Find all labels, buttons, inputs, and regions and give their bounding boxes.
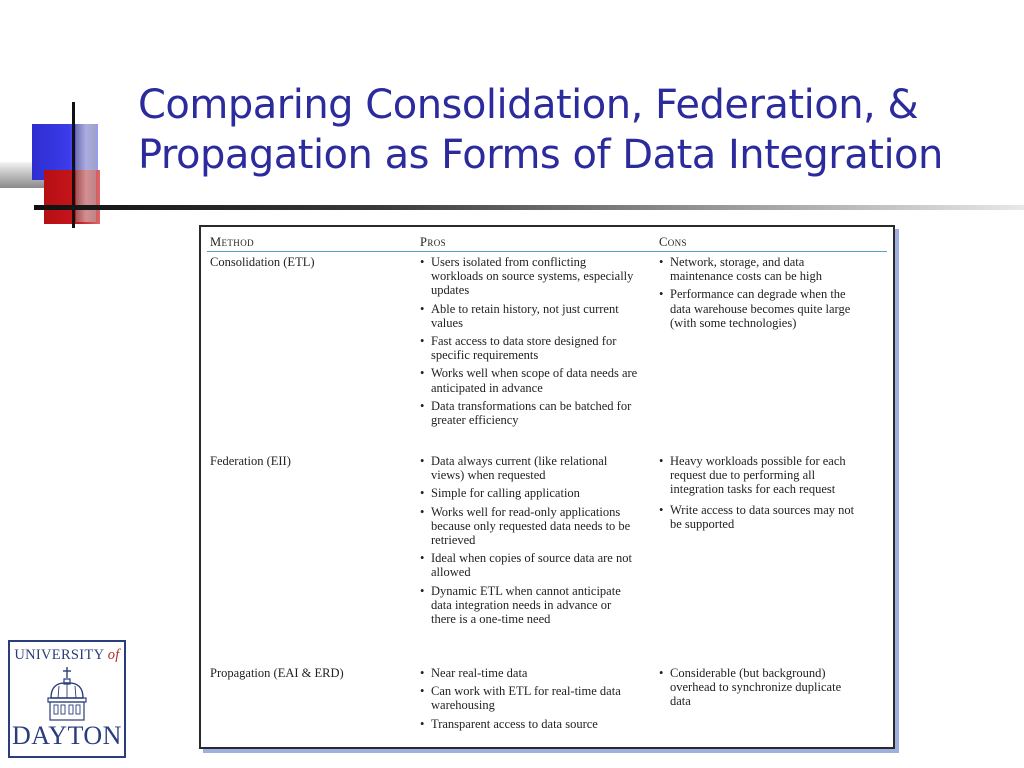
cons-list [659, 454, 859, 535]
university-logo [8, 640, 126, 758]
pros-item: • Ideal when copies of source data are not allowed [420, 551, 638, 579]
pros-item: • Can work with ETL for real-time data warehousing [420, 684, 638, 712]
pros-list [420, 255, 638, 431]
pros-item: • Data transformations can be batched for greater efficiency [420, 399, 638, 427]
cons-item: • Heavy workloads possible for each request due to performing all integration tasks for each request [659, 454, 859, 497]
pros-item: • Users isolated from conflicting workloads on source systems, especially updates [420, 255, 638, 298]
slide-title-line-1: Comparing Consolidation, Federation, & [138, 82, 919, 128]
pros-item: • Works well when scope of data needs are anticipated in advance [420, 366, 638, 394]
header-method: Method [210, 235, 255, 249]
chapel-dome-icon [35, 666, 99, 722]
logo-of-text: of [107, 647, 120, 663]
logo-top-text [10, 647, 124, 664]
slide-title-line-2: Propagation as Forms of Data Integration [138, 132, 943, 178]
pros-list [420, 454, 638, 630]
cons-list [659, 255, 859, 334]
logo-university-text: UNIVERSITY [14, 647, 104, 663]
cons-list [659, 666, 859, 713]
header-cons: Cons [659, 235, 687, 249]
slide-title [138, 80, 998, 180]
comparison-table [199, 225, 895, 749]
cons-item: • Write access to data sources may not be supported [659, 503, 859, 531]
pros-item: • Fast access to data store designed for specific requirements [420, 334, 638, 362]
cons-item: • Network, storage, and data maintenance costs can be high [659, 255, 859, 283]
pros-item: • Simple for calling application [420, 486, 638, 500]
method-cell: Consolidation (ETL) [210, 255, 315, 269]
title-divider-line [34, 205, 1024, 210]
method-cell: Federation (EII) [210, 454, 291, 468]
method-cell: Propagation (EAI & ERD) [210, 666, 344, 680]
pros-list [420, 666, 638, 735]
pros-item: • Transparent access to data source [420, 717, 638, 731]
logo-bottom-text: DAYTON [12, 721, 122, 750]
pros-item: • Dynamic ETL when cannot anticipate data integration needs in advance or there is a one-time need [420, 584, 638, 627]
cons-item: • Considerable (but background) overhead to synchronize duplicate data [659, 666, 859, 709]
pros-item: • Works well for read-only applications because only requested data needs to be retrieved [420, 505, 638, 548]
header-pros: Pros [420, 235, 447, 249]
table-header [207, 233, 887, 252]
pros-item: • Able to retain history, not just current values [420, 302, 638, 330]
pros-item: • Data always current (like relational views) when requested [420, 454, 638, 482]
cons-item: • Performance can degrade when the data warehouse becomes quite large (with some technologies) [659, 287, 859, 330]
pros-item: • Near real-time data [420, 666, 638, 680]
